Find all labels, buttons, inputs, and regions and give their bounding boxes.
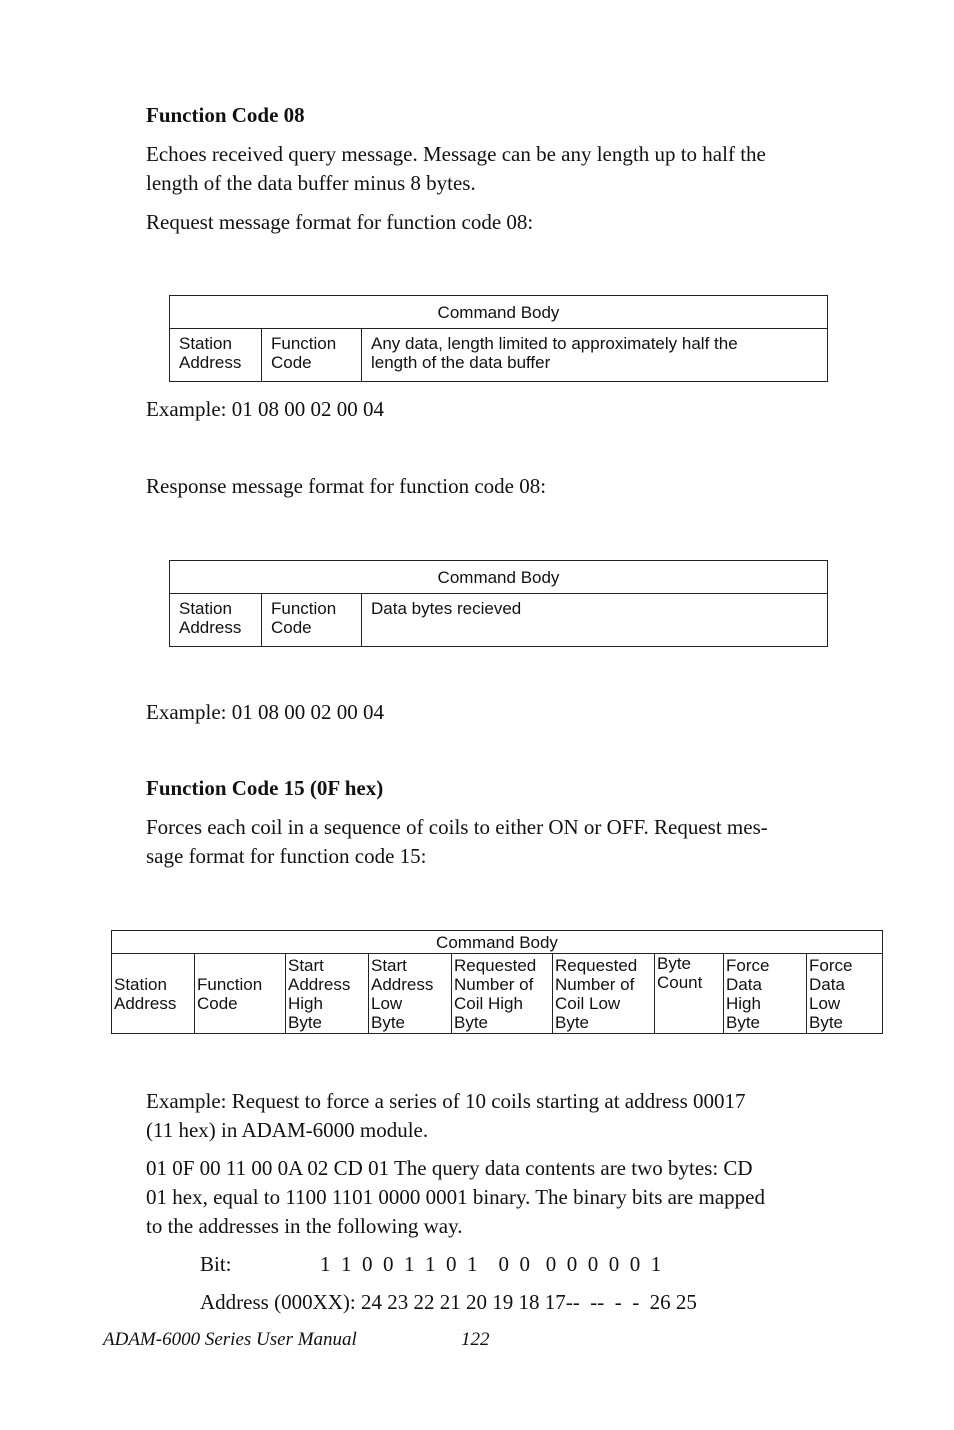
cell-line: length of the data buffer xyxy=(371,353,551,372)
fc15-example-line: (11 hex) in ADAM-6000 module. xyxy=(146,1118,429,1142)
cell-line: Data xyxy=(809,974,845,994)
fc15-request-table xyxy=(111,930,883,1034)
cell-line: Code xyxy=(271,353,312,372)
fc15-example xyxy=(146,1087,866,1145)
cell-line: Byte xyxy=(657,954,692,973)
cell-line: Coil High xyxy=(454,993,523,1013)
fc08-request-table xyxy=(169,295,828,382)
table-header: Command Body xyxy=(170,296,828,329)
fc08-request-example: Example: 01 08 00 02 00 04 xyxy=(146,397,384,421)
cell-line: Address xyxy=(179,618,242,637)
cell-line: Requested xyxy=(454,955,537,975)
function-code-cell xyxy=(262,329,362,382)
cell-line: Start xyxy=(371,955,407,975)
cell-line: Number of xyxy=(555,974,635,994)
cell-line: Byte xyxy=(555,1012,590,1032)
start-address-high-cell xyxy=(286,954,369,1034)
footer-page-number: 122 xyxy=(461,1329,490,1350)
cell-line: Station xyxy=(179,334,232,353)
fc15-description-line: Forces each coil in a sequence of coils to either ON or OFF. Request mes- xyxy=(146,815,768,839)
fc15-query-line: to the addresses in the following way. xyxy=(146,1214,463,1238)
cell-line: Function xyxy=(197,974,263,994)
cell-line: Address xyxy=(179,353,242,372)
station-address-cell xyxy=(170,329,262,382)
cell-line: High xyxy=(288,993,323,1013)
data-cell xyxy=(362,594,828,647)
cell-line: Force xyxy=(726,955,770,975)
cell-line: Low xyxy=(809,993,841,1013)
force-data-high-cell xyxy=(724,954,807,1034)
cell-line: Any data, length limited to approximately half the xyxy=(371,334,738,353)
cell-line: Station xyxy=(114,974,167,994)
fc08-response-label: Response message format for function code 08: xyxy=(146,474,547,498)
cell-line: Function xyxy=(271,334,337,353)
start-address-low-cell xyxy=(369,954,452,1034)
cell-line: High xyxy=(726,993,761,1013)
footer-manual-title: ADAM-6000 Series User Manual xyxy=(103,1329,357,1350)
table-header: Command Body xyxy=(112,931,883,954)
cell-line: Byte xyxy=(809,1012,844,1032)
fc08-response-example: Example: 01 08 00 02 00 04 xyxy=(146,700,384,724)
function-code-cell xyxy=(195,954,286,1034)
cell-line: Address xyxy=(288,974,351,994)
cell-line: Code xyxy=(271,618,312,637)
fc15-heading: Function Code 15 (0F hex) xyxy=(146,776,384,800)
cell-line: Count xyxy=(657,973,703,992)
bit-values: 1 1 0 0 1 1 0 1 0 0 0 0 0 0 0 1 xyxy=(320,1252,662,1276)
fc08-description-line: Echoes received query message. Message can be any length up to half the xyxy=(146,142,766,166)
force-data-low-cell xyxy=(807,954,883,1034)
byte-count-cell xyxy=(655,954,724,1034)
fc15-query-line: 01 0F 00 11 00 0A 02 CD 01 The query data contents are two bytes: CD xyxy=(146,1156,753,1180)
cell-line: Low xyxy=(371,993,403,1013)
cell-line: Station xyxy=(179,599,232,618)
fc15-query-line: 01 hex, equal to 1100 1101 0000 0001 binary. The binary bits are mapped xyxy=(146,1185,765,1209)
address-line: Address (000XX): 24 23 22 21 20 19 18 17-- -- - - 26 25 xyxy=(200,1290,697,1314)
cell-line: Address xyxy=(114,993,177,1013)
fc15-example-line: Example: Request to force a series of 10 coils starting at address 00017 xyxy=(146,1089,746,1113)
bit-label: Bit: xyxy=(200,1252,232,1276)
fc08-description xyxy=(146,140,866,198)
cell-line: Byte xyxy=(726,1012,761,1032)
cell-line: Coil Low xyxy=(555,993,621,1013)
cell-line: Function xyxy=(271,599,337,618)
fc15-description xyxy=(146,813,876,871)
coil-count-low-cell xyxy=(553,954,655,1034)
cell-line: Address xyxy=(371,974,434,994)
cell-line: Force xyxy=(809,955,853,975)
cell-line: Code xyxy=(197,993,238,1013)
fc08-description-line: length of the data buffer minus 8 bytes. xyxy=(146,171,476,195)
fc08-heading: Function Code 08 xyxy=(146,103,305,127)
cell-line: Requested xyxy=(555,955,638,975)
station-address-cell xyxy=(112,954,195,1034)
fc08-response-table xyxy=(169,560,828,647)
fc08-request-label: Request message format for function code 08: xyxy=(146,210,534,234)
cell-line: Data xyxy=(726,974,762,994)
cell-line: Number of xyxy=(454,974,534,994)
fc15-query xyxy=(146,1154,876,1241)
station-address-cell xyxy=(170,594,262,647)
cell-line: Byte xyxy=(288,1012,323,1032)
cell-line: Byte xyxy=(371,1012,406,1032)
data-cell xyxy=(362,329,828,382)
table-header: Command Body xyxy=(170,561,828,594)
function-code-cell xyxy=(262,594,362,647)
fc15-description-line: sage format for function code 15: xyxy=(146,844,427,868)
cell-line: Byte xyxy=(454,1012,489,1032)
cell-line: Start xyxy=(288,955,324,975)
coil-count-high-cell xyxy=(452,954,553,1034)
cell-line: Data bytes recieved xyxy=(371,599,522,618)
